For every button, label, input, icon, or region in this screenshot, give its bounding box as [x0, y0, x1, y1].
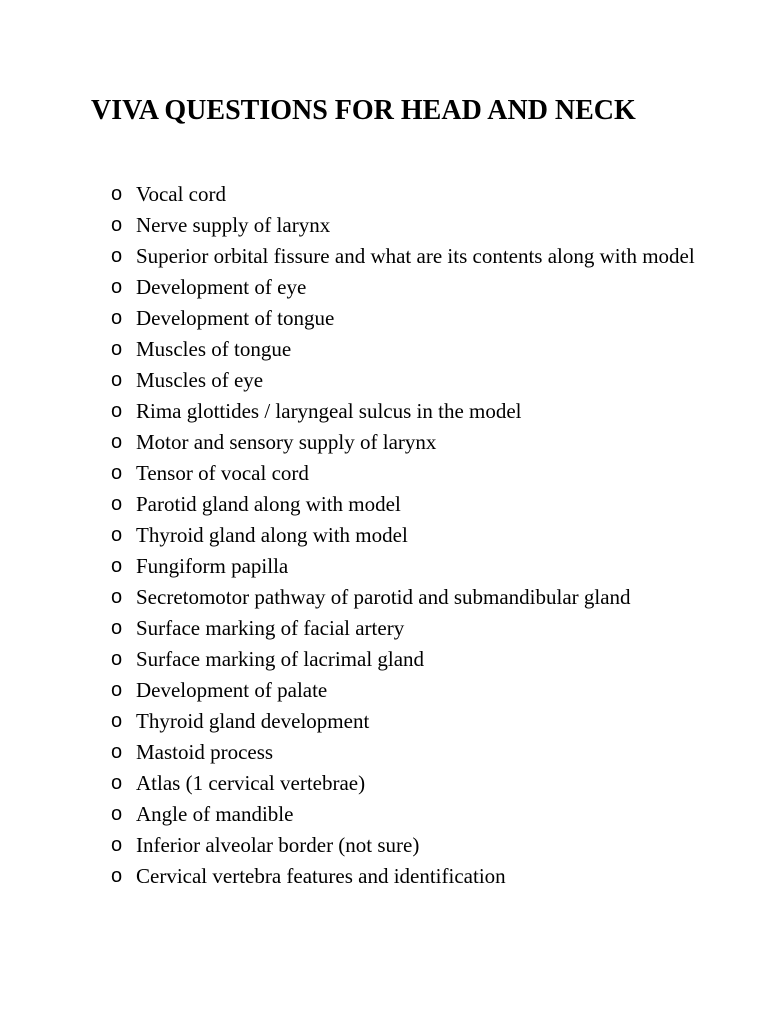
list-item-text: Nerve supply of larynx: [136, 213, 331, 237]
list-item-text: Muscles of tongue: [136, 337, 292, 361]
bullet-icon: o: [111, 524, 123, 546]
list-item-text: Cervical vertebra features and identification: [136, 864, 506, 888]
list-item-text: Superior orbital fissure and what are its contents along with model: [136, 244, 695, 268]
list-item: [111, 706, 711, 737]
bullet-icon: o: [111, 710, 123, 732]
bullet-icon: o: [111, 431, 123, 453]
bullet-icon: o: [111, 834, 123, 856]
list-item-text: Parotid gland along with model: [136, 492, 401, 516]
list-item-text: Inferior alveolar border (not sure): [136, 833, 420, 857]
question-list: [111, 179, 711, 892]
bullet-icon: o: [111, 462, 123, 484]
list-item-text: Surface marking of facial artery: [136, 616, 405, 640]
list-item-text: Angle of mandible: [136, 802, 294, 826]
bullet-icon: o: [111, 772, 123, 794]
list-item: [111, 551, 711, 582]
list-item: [111, 799, 711, 830]
list-item-text: Surface marking of lacrimal gland: [136, 647, 425, 671]
page-title: VIVA QUESTIONS FOR HEAD AND NECK: [91, 95, 636, 126]
list-item: [111, 179, 711, 210]
list-item-text: Thyroid gland along with model: [136, 523, 408, 547]
list-item: [111, 582, 711, 613]
list-item-text: Thyroid gland development: [136, 709, 370, 733]
list-item-text: Secretomotor pathway of parotid and submandibular gland: [136, 585, 631, 609]
bullet-icon: o: [111, 245, 123, 267]
list-item: [111, 427, 711, 458]
bullet-icon: o: [111, 338, 123, 360]
list-item-text: Fungiform papilla: [136, 554, 289, 578]
list-item-text: Development of eye: [136, 275, 307, 299]
list-item: [111, 334, 711, 365]
list-item-text: Muscles of eye: [136, 368, 264, 392]
list-item-text: Atlas (1 cervical vertebrae): [136, 771, 366, 795]
list-item: [111, 272, 711, 303]
list-item-text: Tensor of vocal cord: [136, 461, 309, 485]
bullet-icon: o: [111, 183, 123, 205]
bullet-icon: o: [111, 679, 123, 701]
list-item-text: Development of tongue: [136, 306, 335, 330]
list-item: [111, 458, 711, 489]
bullet-icon: o: [111, 214, 123, 236]
list-item: [111, 644, 711, 675]
bullet-icon: o: [111, 586, 123, 608]
list-item: [111, 737, 711, 768]
list-item: [111, 303, 711, 334]
bullet-icon: o: [111, 555, 123, 577]
bullet-icon: o: [111, 400, 123, 422]
bullet-icon: o: [111, 741, 123, 763]
list-item-text: Vocal cord: [136, 182, 226, 206]
bullet-icon: o: [111, 648, 123, 670]
bullet-icon: o: [111, 803, 123, 825]
list-item: [111, 365, 711, 396]
list-item: [111, 768, 711, 799]
list-item: [111, 520, 711, 551]
list-item: [111, 861, 711, 892]
list-item-text: Rima glottides / laryngeal sulcus in the model: [136, 399, 522, 423]
list-item-text: Mastoid process: [136, 740, 274, 764]
bullet-icon: o: [111, 493, 123, 515]
bullet-icon: o: [111, 369, 123, 391]
bullet-icon: o: [111, 307, 123, 329]
list-item-text: Development of palate: [136, 678, 328, 702]
list-item: [111, 830, 711, 861]
list-item: [111, 241, 711, 272]
list-item-text: Motor and sensory supply of larynx: [136, 430, 437, 454]
bullet-icon: o: [111, 276, 123, 298]
bullet-icon: o: [111, 865, 123, 887]
list-item: [111, 396, 711, 427]
list-item: [111, 489, 711, 520]
list-item: [111, 613, 711, 644]
list-item: [111, 210, 711, 241]
list-item: [111, 675, 711, 706]
bullet-icon: o: [111, 617, 123, 639]
